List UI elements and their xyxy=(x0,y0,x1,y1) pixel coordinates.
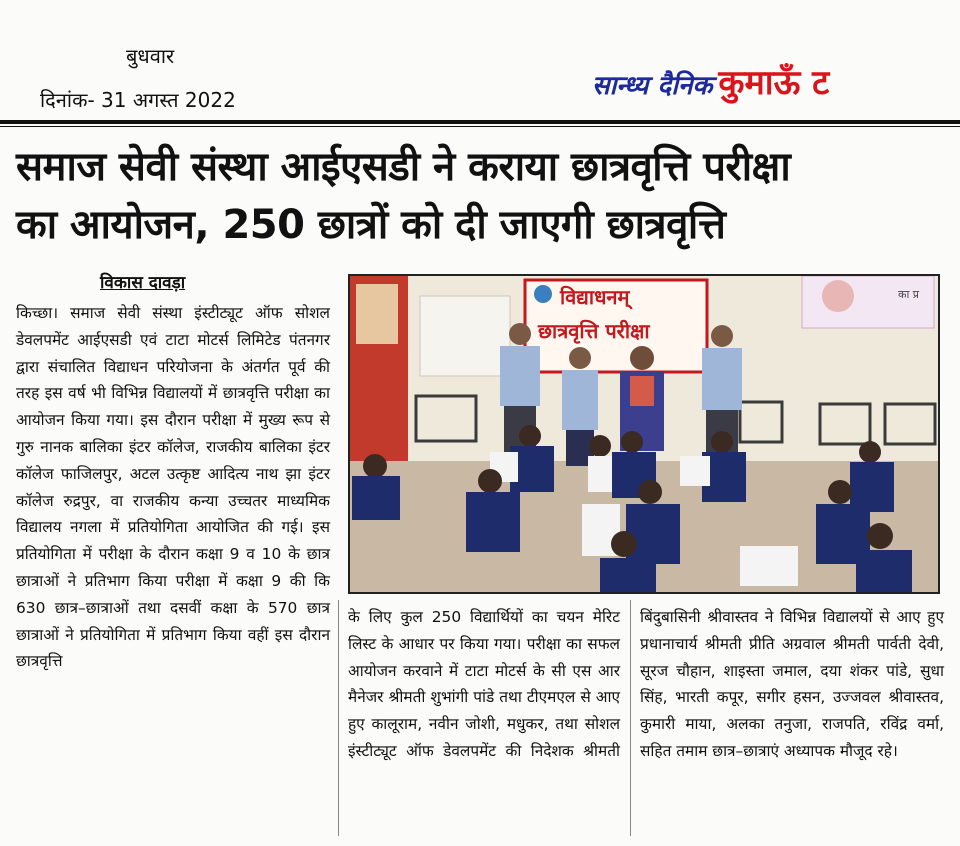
column-divider-2 xyxy=(630,600,631,836)
newspaper-masthead xyxy=(592,58,829,104)
article-photo xyxy=(348,274,940,594)
masthead-sandhya-dainik: सान्ध्य दैनिक xyxy=(592,71,713,101)
headline-line-1: समाज सेवी संस्था आईएसडी ने कराया छात्रवृत्ति परीक्षा xyxy=(16,144,791,190)
article-column-3 xyxy=(640,604,944,765)
article-column-1 xyxy=(16,300,330,675)
side-poster-text: का प्र xyxy=(898,288,920,301)
day-label: बुधवार xyxy=(126,44,175,68)
masthead-kumaon: कुमाऊँ ट xyxy=(718,63,830,103)
column-3-text: बिंदुबासिनी श्रीवास्तव ने विभिन्न विद्यालयों से आए हुए प्रधानाचार्य श्रीमती प्रीति अग्रवाल श्रीमती पार्वती देवी, सूरज चौहान, शाइस्ता जमाल, दया शंकर पांडे, सुधा सिंह, भारती कपूर, सगीर हसन, उज्जवल श्रीवास्तव, कुमारी माया, अलका तनुजा, राजपति, रविंद्र वर्मा, सहित तमाम छात्र–छात्राएं अध्यापक मौजूद रहे। xyxy=(640,608,944,760)
banner-subtitle: छात्रवृत्ति परीक्षा xyxy=(538,319,650,343)
article-headline xyxy=(16,138,946,254)
column-2-text: के लिए कुल 250 विद्यार्थियों का चयन मेरिट लिस्ट के आधार पर किया गया। परीक्षा का सफल आयोजन करवाने में टाटा मोटर्स के सी एस आर मैनेजर श्रीमती शुभांगी पांडे तथा टीएमएल से आए हुए कालूराम, नवीन जोशी, मधुकर, तथा सोशल इंस्टीट्यूट ऑफ डेवलपमेंट की निदेशक श्रीमती xyxy=(348,608,620,760)
header-rule-thin xyxy=(0,126,960,127)
header-rule-thick xyxy=(0,120,960,124)
column-1-text: किच्छा। समाज सेवी संस्था इंस्टीट्यूट ऑफ सोशल डेवलपमेंट आईएसडी एवं टाटा मोटर्स लिमिटेड पंतनगर द्वारा संचालित विद्याधन परियोजना के अंतर्गत पूर्व की तरह इस वर्ष भी विभिन्न विद्यालयों में छात्रवृत्ति परीक्षा का आयोजन किया गया। इस दौरान परीक्षा में मुख्य रूप से गुरु नानक बालिका इंटर कॉलेज, राजकीय बालिका इंटर कॉलेज फाजिलपुर, अटल उत्कृष्ट आदित्य नाथ झा इंटर कॉलेज रुद्रपुर, वा राजकीय कन्या उच्चतर माध्यमिक विद्यालय नगला में प्रतियोगिता आयोजित की गई। इस प्रतियोगिता में परीक्षा के दौरान कक्षा 9 व 10 के छात्र छात्राओं ने प्रतिभाग किया परीक्षा में कक्षा 9 की कि 630 छात्र–छात्राओं तथा दसवीं कक्षा के 570 छात्र छात्राओं ने प्रतियोगिता में प्रतिभाग किया वहीं इस दौरान छात्रवृत्ति xyxy=(16,304,330,671)
column-divider-1 xyxy=(338,600,339,836)
article-byline: विकास दावड़ा xyxy=(100,273,186,293)
banner-title: विद्याधनम् xyxy=(560,285,630,309)
classroom-photo-illustration xyxy=(350,276,938,592)
article-column-2 xyxy=(348,604,620,765)
headline-line-2: का आयोजन, 250 छात्रों को दी जाएगी छात्रवृत्ति xyxy=(16,202,726,248)
date-label: दिनांक- 31 अगस्त 2022 xyxy=(40,88,236,112)
